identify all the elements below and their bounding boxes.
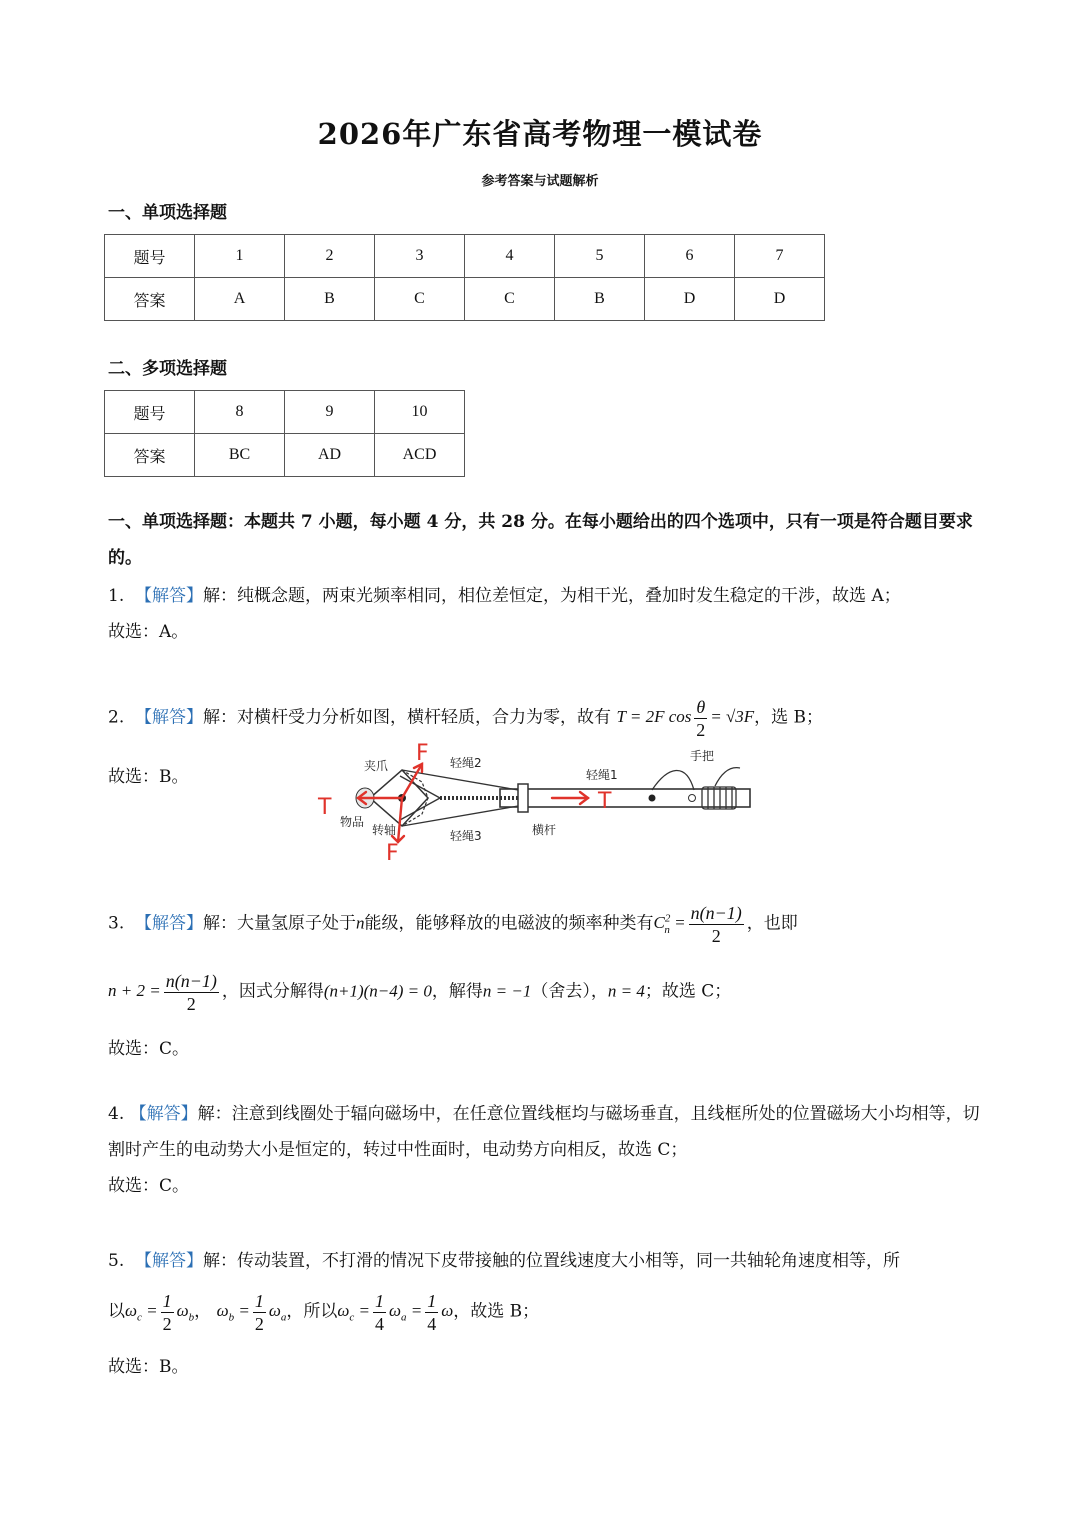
answer-text: ，解得 bbox=[431, 981, 483, 1002]
answer-text: ，也即 bbox=[746, 913, 798, 934]
formula-tension: T = 2F cos $\frac{\theta}{2}$ = √3F bbox=[616, 697, 755, 740]
answer-q3-line2: n + 2 = $\frac{n(n-1)}{2}$ ，因式分解得(n+1)(n−4) = 0，解得n = −1（舍去），n = 4；故选 C； bbox=[108, 971, 732, 1014]
answer-result: 故选：C。 bbox=[108, 1176, 190, 1196]
table-cell: 2 bbox=[285, 235, 375, 278]
table-cell: 4 bbox=[465, 235, 555, 278]
force-label-f-lower: F bbox=[386, 841, 399, 864]
row-label-question: 题号 bbox=[105, 235, 195, 278]
table-cell: B bbox=[285, 278, 375, 321]
answer-q1 bbox=[108, 578, 988, 650]
table-cell: D bbox=[645, 278, 735, 321]
answer-q5-line2: 以$\omega_c$ = $\frac{1}{2}$ $\omega_b$， $\omega_b$ = $\frac{1}{2}$ $\omega_a$，所以$\omega_c$ = $\frac{1}{4}$ $\omega_a$ = $\frac{1}{4}$ ω，故选 B； bbox=[108, 1291, 540, 1334]
answer-text: ，所以 bbox=[286, 1301, 338, 1322]
answer-tag: 【解答】 bbox=[135, 1251, 204, 1271]
label-rope3: 轻绳3 bbox=[450, 829, 482, 843]
answer-result: 故选：C。 bbox=[108, 1039, 190, 1059]
table-cell: B bbox=[555, 278, 645, 321]
force-label-t-left: T bbox=[318, 795, 332, 820]
table-cell: 1 bbox=[195, 235, 285, 278]
formula-omega-b: $\omega_b$ = $\frac{1}{2}$ $\omega_a$ bbox=[216, 1291, 287, 1334]
label-jaw: 夹爪 bbox=[364, 759, 389, 773]
row-label-answer: 答案 bbox=[105, 434, 195, 477]
answer-text: ，因式分解得 bbox=[221, 981, 324, 1002]
single-choice-table bbox=[104, 234, 825, 321]
question-number: 5. bbox=[108, 1251, 125, 1271]
answer-q3: 3. 【解答】解：大量氢原子处于n能级，能够释放的电磁波的频率种类有$C^2_n$ = $\frac{n(n-1)}{2}$ ，也即 bbox=[108, 903, 798, 946]
crossbar-force-diagram bbox=[310, 742, 760, 864]
table-cell: C bbox=[465, 278, 555, 321]
section-intro: 一、单项选择题：本题共 7 小题，每小题 4 分，共 28 分。在每小题给出的四个选项中，只有一项是符合题目要求的。 bbox=[108, 512, 973, 568]
answer-text: 解：注意到线圈处于辐向磁场中，在任意位置线框均与磁场垂直，且线框所处的位置磁场大小均相等，切割时产生的电动势大小是恒定的，转过中性面时，电动势方向相反，故选 C； bbox=[108, 1104, 980, 1160]
answer-q2 bbox=[108, 696, 823, 741]
table-cell: 6 bbox=[645, 235, 735, 278]
table-row bbox=[105, 278, 825, 321]
answer-text: ；故选 C； bbox=[644, 981, 732, 1002]
answer-text: 以 bbox=[108, 1301, 125, 1322]
label-crossbar: 横杆 bbox=[532, 823, 557, 837]
force-label-t-right: T bbox=[598, 789, 612, 814]
answer-text: 解：大量氢原子处于 bbox=[203, 913, 357, 934]
table-cell: A bbox=[195, 278, 285, 321]
answer-text: ，选 B； bbox=[754, 707, 824, 728]
table-cell: 7 bbox=[735, 235, 825, 278]
answer-tag: 【解答】 bbox=[135, 913, 204, 934]
multi-choice-table bbox=[104, 390, 465, 477]
label-handle: 手把 bbox=[690, 749, 715, 763]
answer-text: 解：对横杆受力分析如图，横杆轻质，合力为零，故有 bbox=[203, 707, 612, 728]
table-cell: BC bbox=[195, 434, 285, 477]
label-rope1: 轻绳1 bbox=[586, 768, 618, 782]
table-cell: C bbox=[375, 278, 465, 321]
question-number: 2. bbox=[108, 707, 125, 728]
label-rope2: 轻绳2 bbox=[450, 756, 482, 770]
table-row bbox=[105, 434, 465, 477]
table-cell: D bbox=[735, 278, 825, 321]
question-number: 4. bbox=[108, 1104, 125, 1124]
question-number: 3. bbox=[108, 913, 125, 934]
answer-q5 bbox=[108, 1246, 900, 1271]
question-number: 1. bbox=[108, 586, 125, 606]
table-cell: 9 bbox=[285, 391, 375, 434]
row-label-answer: 答案 bbox=[105, 278, 195, 321]
force-label-f-upper: F bbox=[416, 742, 429, 766]
table-cell: 8 bbox=[195, 391, 285, 434]
table-row bbox=[105, 235, 825, 278]
answer-q4 bbox=[108, 1096, 988, 1204]
formula-omega-c: $\omega_c$ = $\frac{1}{2}$ $\omega_b$ bbox=[125, 1291, 195, 1334]
answer-result: 故选：A。 bbox=[108, 622, 189, 642]
table-cell: ACD bbox=[375, 434, 465, 477]
answer-text: （舍去）， bbox=[531, 981, 608, 1002]
answer-tag: 【解答】 bbox=[135, 707, 204, 728]
row-label-question: 题号 bbox=[105, 391, 195, 434]
answer-result: 故选：B。 bbox=[108, 1357, 189, 1377]
section1-heading: 一、单项选择题 bbox=[108, 203, 227, 223]
table-cell: 5 bbox=[555, 235, 645, 278]
table-cell: AD bbox=[285, 434, 375, 477]
section2-heading: 二、多项选择题 bbox=[108, 359, 227, 379]
answer-tag: 【解答】 bbox=[129, 1104, 198, 1124]
table-row bbox=[105, 391, 465, 434]
page-title: 2026年广东省高考物理一模试卷 bbox=[317, 117, 763, 151]
table-cell: 3 bbox=[375, 235, 465, 278]
table-cell: 10 bbox=[375, 391, 465, 434]
answer-text: 解：纯概念题，两束光频率相同，相位差恒定，为相干光，叠加时发生稳定的干涉，故选 A； bbox=[203, 586, 901, 606]
formula-combination: $C^2_n$ = $\frac{n(n-1)}{2}$ bbox=[653, 903, 742, 946]
answer-text: 解：传动装置，不打滑的情况下皮带接触的位置线速度大小相等，同一共轴轮角速度相等，所 bbox=[203, 1251, 901, 1271]
formula-omega-final: $\omega_c$ = $\frac{1}{4}$ $\omega_a$ = $\frac{1}{4}$ ω bbox=[337, 1291, 454, 1334]
answer-text: ，故选 B； bbox=[453, 1301, 540, 1322]
answer-tag: 【解答】 bbox=[135, 586, 204, 606]
label-pivot: 转轴 bbox=[372, 823, 397, 837]
answer-result: 故选：B。 bbox=[108, 767, 189, 787]
answer-text: 能级，能够释放的电磁波的频率种类有 bbox=[364, 913, 654, 934]
formula-equation: n + 2 = $\frac{n(n-1)}{2}$ bbox=[108, 971, 217, 1014]
page-subtitle: 参考答案与试题解析 bbox=[481, 174, 599, 189]
label-item: 物品 bbox=[340, 815, 365, 829]
